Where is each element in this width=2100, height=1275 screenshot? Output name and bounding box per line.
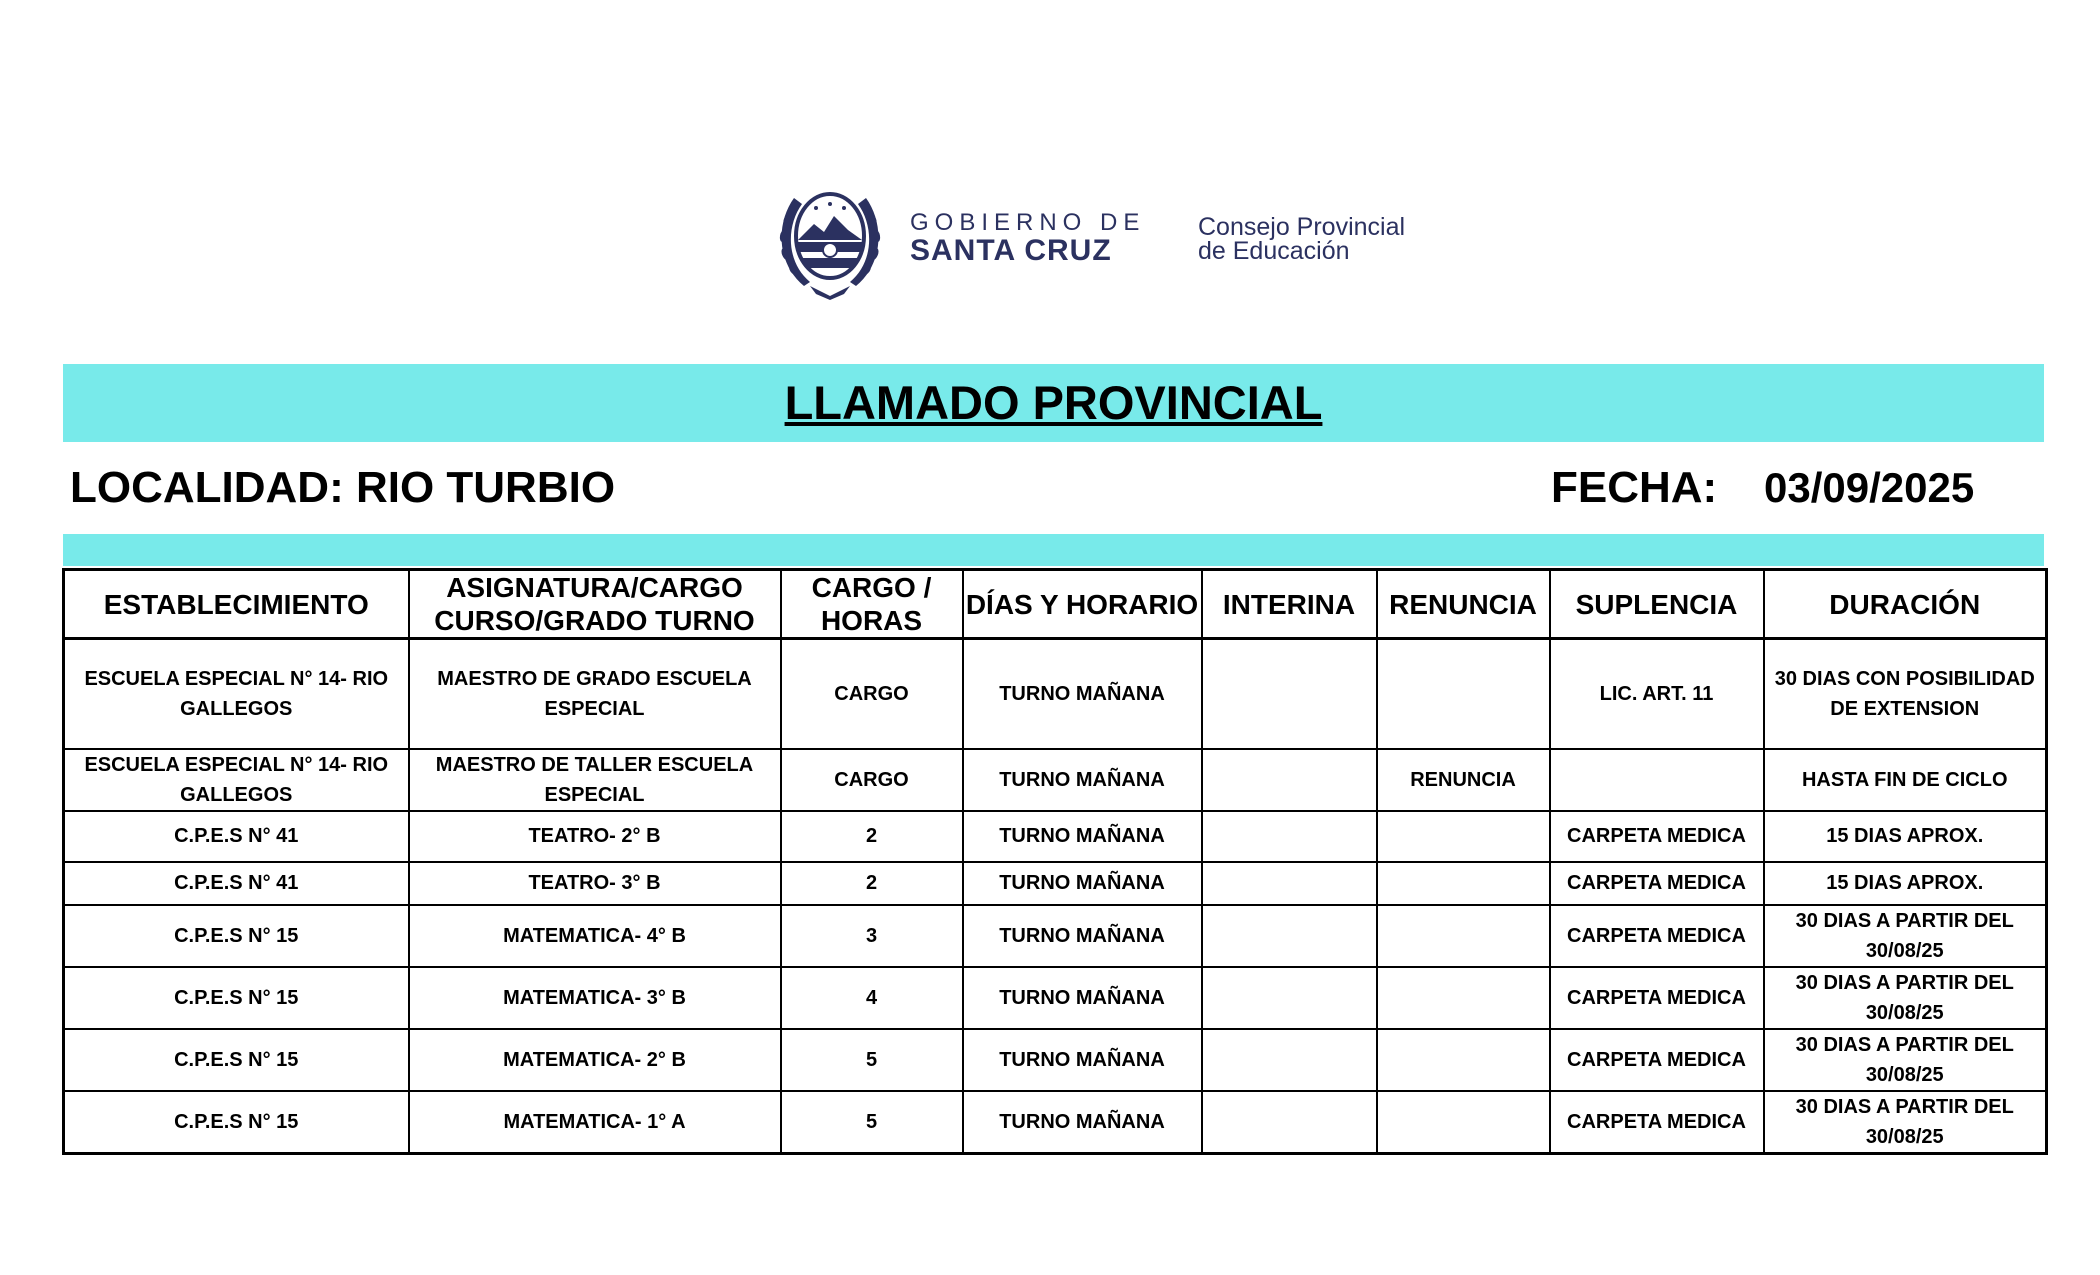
cell-interina — [1202, 749, 1377, 811]
col-header-renuncia: RENUNCIA — [1377, 570, 1550, 639]
cell-interina — [1202, 1029, 1377, 1091]
table-row — [64, 1091, 2047, 1154]
cell-asignatura: MATEMATICA- 2° B — [409, 1029, 781, 1091]
cell-renuncia — [1377, 1091, 1550, 1154]
col-header-dias: DÍAS Y HORARIO — [963, 570, 1202, 639]
col-header-establecimiento: ESTABLECIMIENTO — [64, 570, 409, 639]
vacancies-table — [62, 568, 2048, 1155]
cell-dias: TURNO MAÑANA — [963, 639, 1202, 749]
cell-asignatura: MAESTRO DE TALLER ESCUELA ESPECIAL — [409, 749, 781, 811]
council-line2: de Educación — [1198, 237, 1350, 265]
council-wordmark — [1198, 215, 1405, 263]
cell-renuncia — [1377, 862, 1550, 905]
province-emblem-icon — [774, 178, 886, 300]
table-row — [64, 967, 2047, 1029]
cell-duracion: 15 DIAS APROX. — [1764, 862, 2047, 905]
cell-establecimiento: C.P.E.S N° 15 — [64, 1029, 409, 1091]
org-line2: SANTA CRUZ — [910, 234, 1112, 267]
cell-asignatura: TEATRO- 3° B — [409, 862, 781, 905]
cell-renuncia: RENUNCIA — [1377, 749, 1550, 811]
cell-interina — [1202, 1091, 1377, 1154]
cargo-header-line2: HORAS — [820, 605, 923, 636]
cell-suplencia: CARPETA MEDICA — [1550, 967, 1764, 1029]
col-header-interina: INTERINA — [1202, 570, 1377, 639]
cell-duracion: 30 DIAS CON POSIBILIDAD DE EXTENSION — [1764, 639, 2047, 749]
cell-cargo: 2 — [781, 862, 963, 905]
cell-establecimiento: C.P.E.S N° 15 — [64, 905, 409, 967]
cell-interina — [1202, 967, 1377, 1029]
cell-cargo: 3 — [781, 905, 963, 967]
cell-duracion: HASTA FIN DE CICLO — [1764, 749, 2047, 811]
cell-establecimiento: C.P.E.S N° 41 — [64, 862, 409, 905]
cell-establecimiento: C.P.E.S N° 41 — [64, 811, 409, 862]
table-row — [64, 639, 2047, 749]
cell-renuncia — [1377, 905, 1550, 967]
locality-label: LOCALIDAD: RIO TURBIO — [70, 463, 616, 512]
col-header-duracion: DURACIÓN — [1764, 570, 2047, 639]
cell-asignatura: MATEMATICA- 4° B — [409, 905, 781, 967]
cell-asignatura: TEATRO- 2° B — [409, 811, 781, 862]
org-line1: GOBIERNO DE — [910, 209, 1146, 236]
cell-suplencia: CARPETA MEDICA — [1550, 862, 1764, 905]
cell-cargo: CARGO — [781, 639, 963, 749]
cell-interina — [1202, 905, 1377, 967]
asignatura-header-line1: ASIGNATURA/CARGO — [446, 572, 743, 603]
cell-duracion: 30 DIAS A PARTIR DEL 30/08/25 — [1764, 1091, 2047, 1154]
cell-dias: TURNO MAÑANA — [963, 967, 1202, 1029]
cell-asignatura: MAESTRO DE GRADO ESCUELA ESPECIAL — [409, 639, 781, 749]
cell-interina — [1202, 811, 1377, 862]
cell-establecimiento: C.P.E.S N° 15 — [64, 967, 409, 1029]
cell-suplencia: CARPETA MEDICA — [1550, 1091, 1764, 1154]
cell-cargo: 2 — [781, 811, 963, 862]
table-row — [64, 749, 2047, 811]
cell-asignatura: MATEMATICA- 1° A — [409, 1091, 781, 1154]
title-band — [63, 364, 2044, 442]
cell-renuncia — [1377, 967, 1550, 1029]
cell-suplencia: CARPETA MEDICA — [1550, 811, 1764, 862]
col-header-asignatura — [409, 570, 781, 639]
cell-duracion: 30 DIAS A PARTIR DEL 30/08/25 — [1764, 1029, 2047, 1091]
council-line1: Consejo Provincial — [1198, 213, 1406, 241]
table-row — [64, 862, 2047, 905]
government-wordmark — [910, 210, 1145, 266]
cell-interina — [1202, 862, 1377, 905]
col-header-cargo — [781, 570, 963, 639]
cell-dias: TURNO MAÑANA — [963, 811, 1202, 862]
cell-suplencia: LIC. ART. 11 — [1550, 639, 1764, 749]
cell-dias: TURNO MAÑANA — [963, 1091, 1202, 1154]
cell-asignatura: MATEMATICA- 3° B — [409, 967, 781, 1029]
cell-duracion: 30 DIAS A PARTIR DEL 30/08/25 — [1764, 967, 2047, 1029]
date-label: FECHA: — [1551, 463, 1718, 512]
separator-band — [63, 534, 2044, 566]
cell-cargo: 4 — [781, 967, 963, 1029]
cell-dias: TURNO MAÑANA — [963, 905, 1202, 967]
cell-establecimiento: C.P.E.S N° 15 — [64, 1091, 409, 1154]
cell-renuncia — [1377, 811, 1550, 862]
cell-suplencia: CARPETA MEDICA — [1550, 1029, 1764, 1091]
cell-suplencia — [1550, 749, 1764, 811]
cell-suplencia: CARPETA MEDICA — [1550, 905, 1764, 967]
table-row — [64, 905, 2047, 967]
table-row — [64, 811, 2047, 862]
date-value: 03/09/2025 — [1764, 464, 1975, 511]
col-header-suplencia: SUPLENCIA — [1550, 570, 1764, 639]
cell-dias: TURNO MAÑANA — [963, 749, 1202, 811]
cell-duracion: 15 DIAS APROX. — [1764, 811, 2047, 862]
cell-renuncia — [1377, 1029, 1550, 1091]
table-row — [64, 1029, 2047, 1091]
cell-cargo: CARGO — [781, 749, 963, 811]
cell-cargo: 5 — [781, 1091, 963, 1154]
asignatura-header-line2: CURSO/GRADO TURNO — [434, 605, 755, 636]
cell-duracion: 30 DIAS A PARTIR DEL 30/08/25 — [1764, 905, 2047, 967]
cargo-header-line1: CARGO / — [811, 572, 932, 603]
cell-establecimiento: ESCUELA ESPECIAL N° 14- RIO GALLEGOS — [64, 639, 409, 749]
cell-dias: TURNO MAÑANA — [963, 862, 1202, 905]
cell-interina — [1202, 639, 1377, 749]
cell-dias: TURNO MAÑANA — [963, 1029, 1202, 1091]
cell-establecimiento: ESCUELA ESPECIAL N° 14- RIO GALLEGOS — [64, 749, 409, 811]
table-header-row — [64, 570, 2047, 639]
cell-cargo: 5 — [781, 1029, 963, 1091]
cell-renuncia — [1377, 639, 1550, 749]
header-logos — [774, 178, 1434, 300]
page-title: LLAMADO PROVINCIAL — [784, 376, 1323, 429]
